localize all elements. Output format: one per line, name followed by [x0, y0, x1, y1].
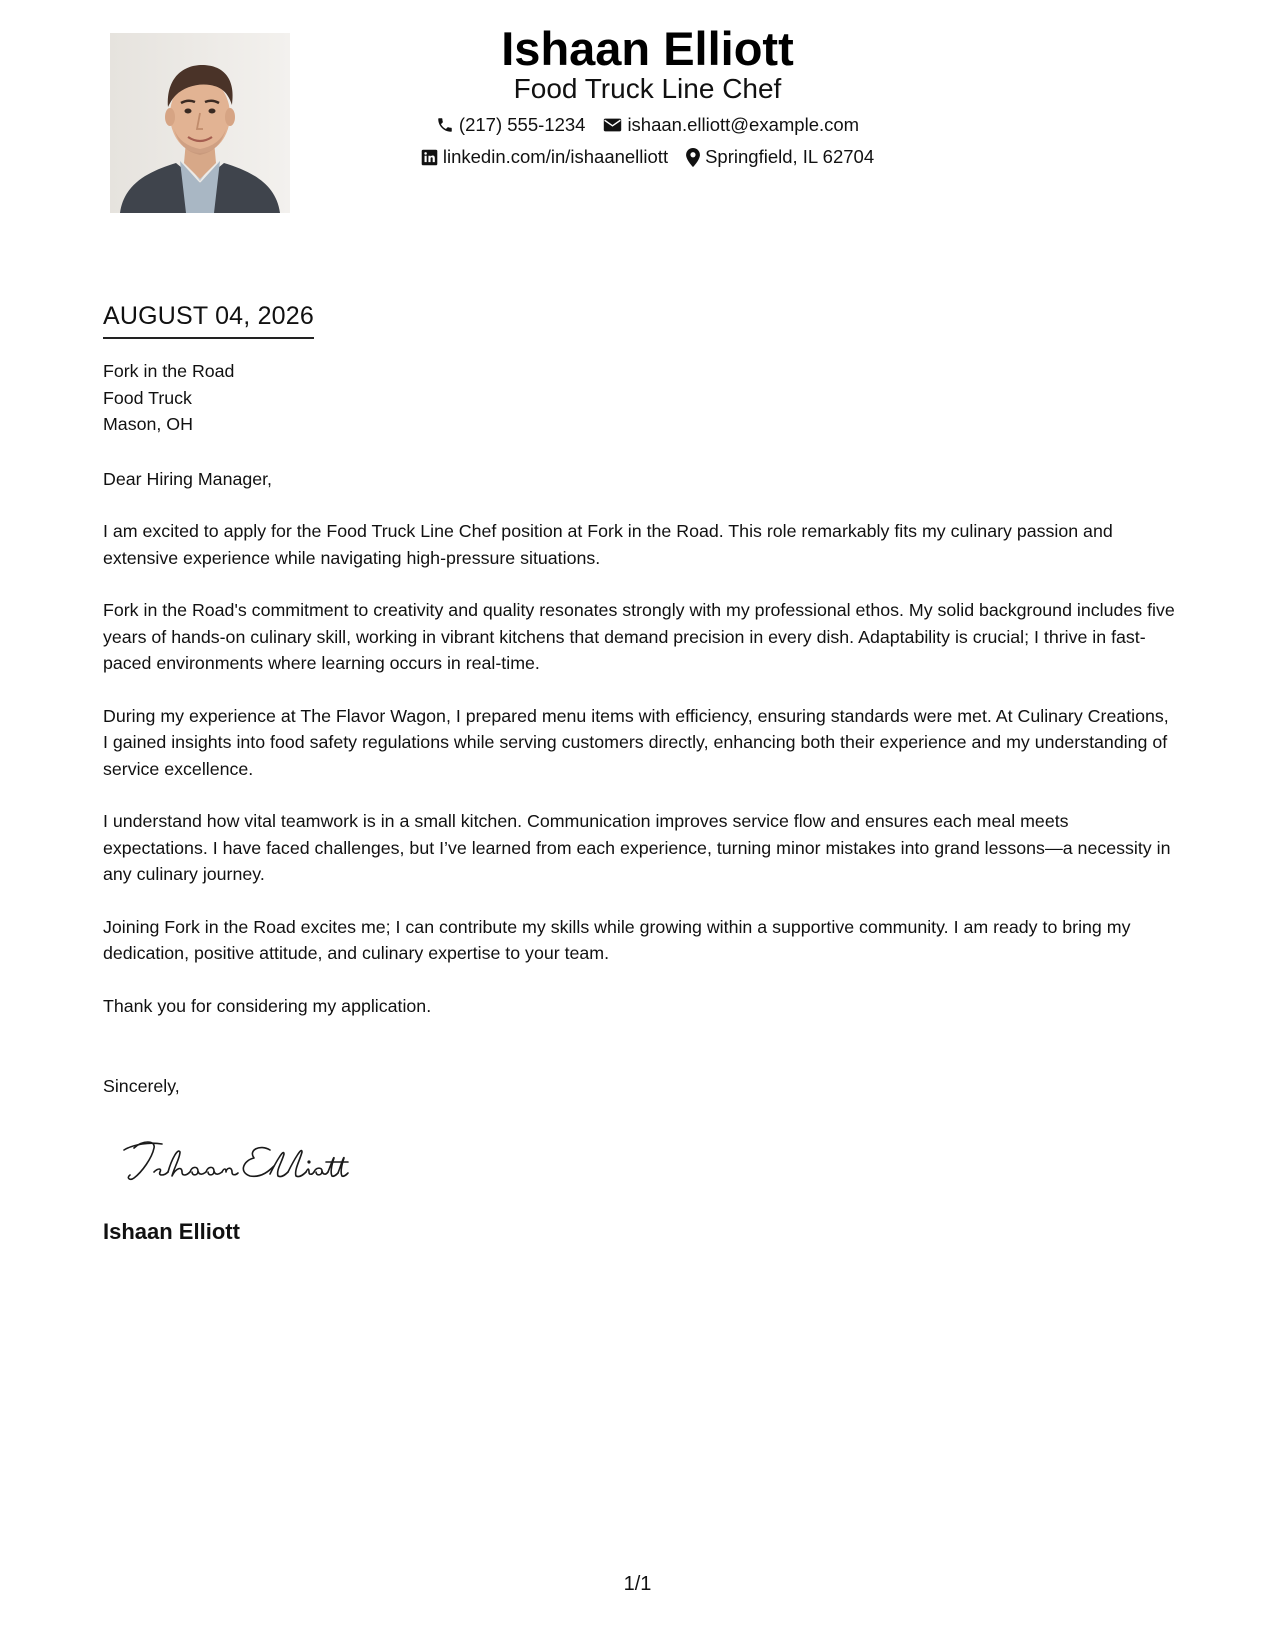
phone-text: (217) 555-1234: [458, 114, 586, 135]
applicant-name: Ishaan Elliott: [501, 22, 794, 75]
phone-icon: [436, 116, 454, 134]
email-text: ishaan.elliott@example.com: [627, 114, 860, 135]
paragraph-intro: I am excited to apply for the Food Truck Line Chef position at Fork in the Road. This role remarkably fits my culinary passion and extensive experience while navigating high-pressure situations.: [103, 521, 1113, 568]
page-number: 1/1: [623, 1573, 652, 1595]
closing-phrase: Sincerely,: [103, 1076, 180, 1096]
linkedin-contact[interactable]: [421, 143, 668, 171]
recipient-address: [103, 358, 1178, 438]
date-block: [103, 300, 314, 339]
profile-photo: [110, 33, 290, 213]
paragraph-teamwork: I understand how vital teamwork is in a small kitchen. Communication improves service flow and ensures each meal meets expectations. I have faced challenges, but I’ve learned from each experience, turning minor mistakes into grand lessons—a necessity in any culinary journey.: [103, 811, 1171, 884]
email-contact[interactable]: [603, 111, 859, 139]
salutation: Dear Hiring Manager,: [103, 468, 272, 489]
letter-body: [103, 358, 1178, 1100]
signed-name: Ishaan Elliott: [103, 1219, 240, 1244]
contact-row-secondary: [290, 143, 1005, 171]
map-pin-icon: [686, 148, 700, 167]
paragraph-background: Fork in the Road's commitment to creativity and quality resonates strongly with my professional ethos. My solid background includes five years of hands-on culinary skill, working in vibrant kitchens that demand precision in every dish. Adaptability is crucial; I thrive in fast-paced environments where learning occurs in real-time.: [103, 600, 1175, 673]
portrait-image: [110, 33, 290, 213]
linkedin-text: linkedin.com/in/ishaanelliott: [442, 146, 669, 167]
paragraph-closing: Joining Fork in the Road excites me; I can contribute my skills while growing within a supportive community. I am ready to bring my dedication, positive attitude, and culinary expertise to your team.: [103, 916, 1131, 963]
phone-contact[interactable]: [436, 111, 586, 139]
paragraph-experience: During my experience at The Flavor Wagon, I prepared menu items with efficiency, ensuring standards were met. At Culinary Creations, I gained insights into food safety regulations while serving customers directly, enhancing both their experience and my understanding of service excellence.: [103, 705, 1169, 779]
location-contact: [686, 143, 874, 171]
linkedin-icon: [421, 149, 438, 166]
recipient-location: Mason, OH: [103, 414, 193, 434]
location-text: Springfield, IL 62704: [705, 146, 875, 167]
header: [290, 22, 1005, 171]
recipient-type: Food Truck: [103, 387, 192, 408]
envelope-icon: [603, 117, 622, 133]
signature-image: [120, 1128, 350, 1198]
letter-date: AUGUST 04, 2026: [103, 300, 314, 339]
paragraph-thanks: Thank you for considering my application.: [103, 995, 432, 1016]
contact-row-primary: [290, 111, 1005, 139]
handwritten-signature: [120, 1128, 350, 1198]
recipient-company: Fork in the Road: [103, 361, 235, 381]
job-title: Food Truck Line Chef: [513, 73, 782, 104]
